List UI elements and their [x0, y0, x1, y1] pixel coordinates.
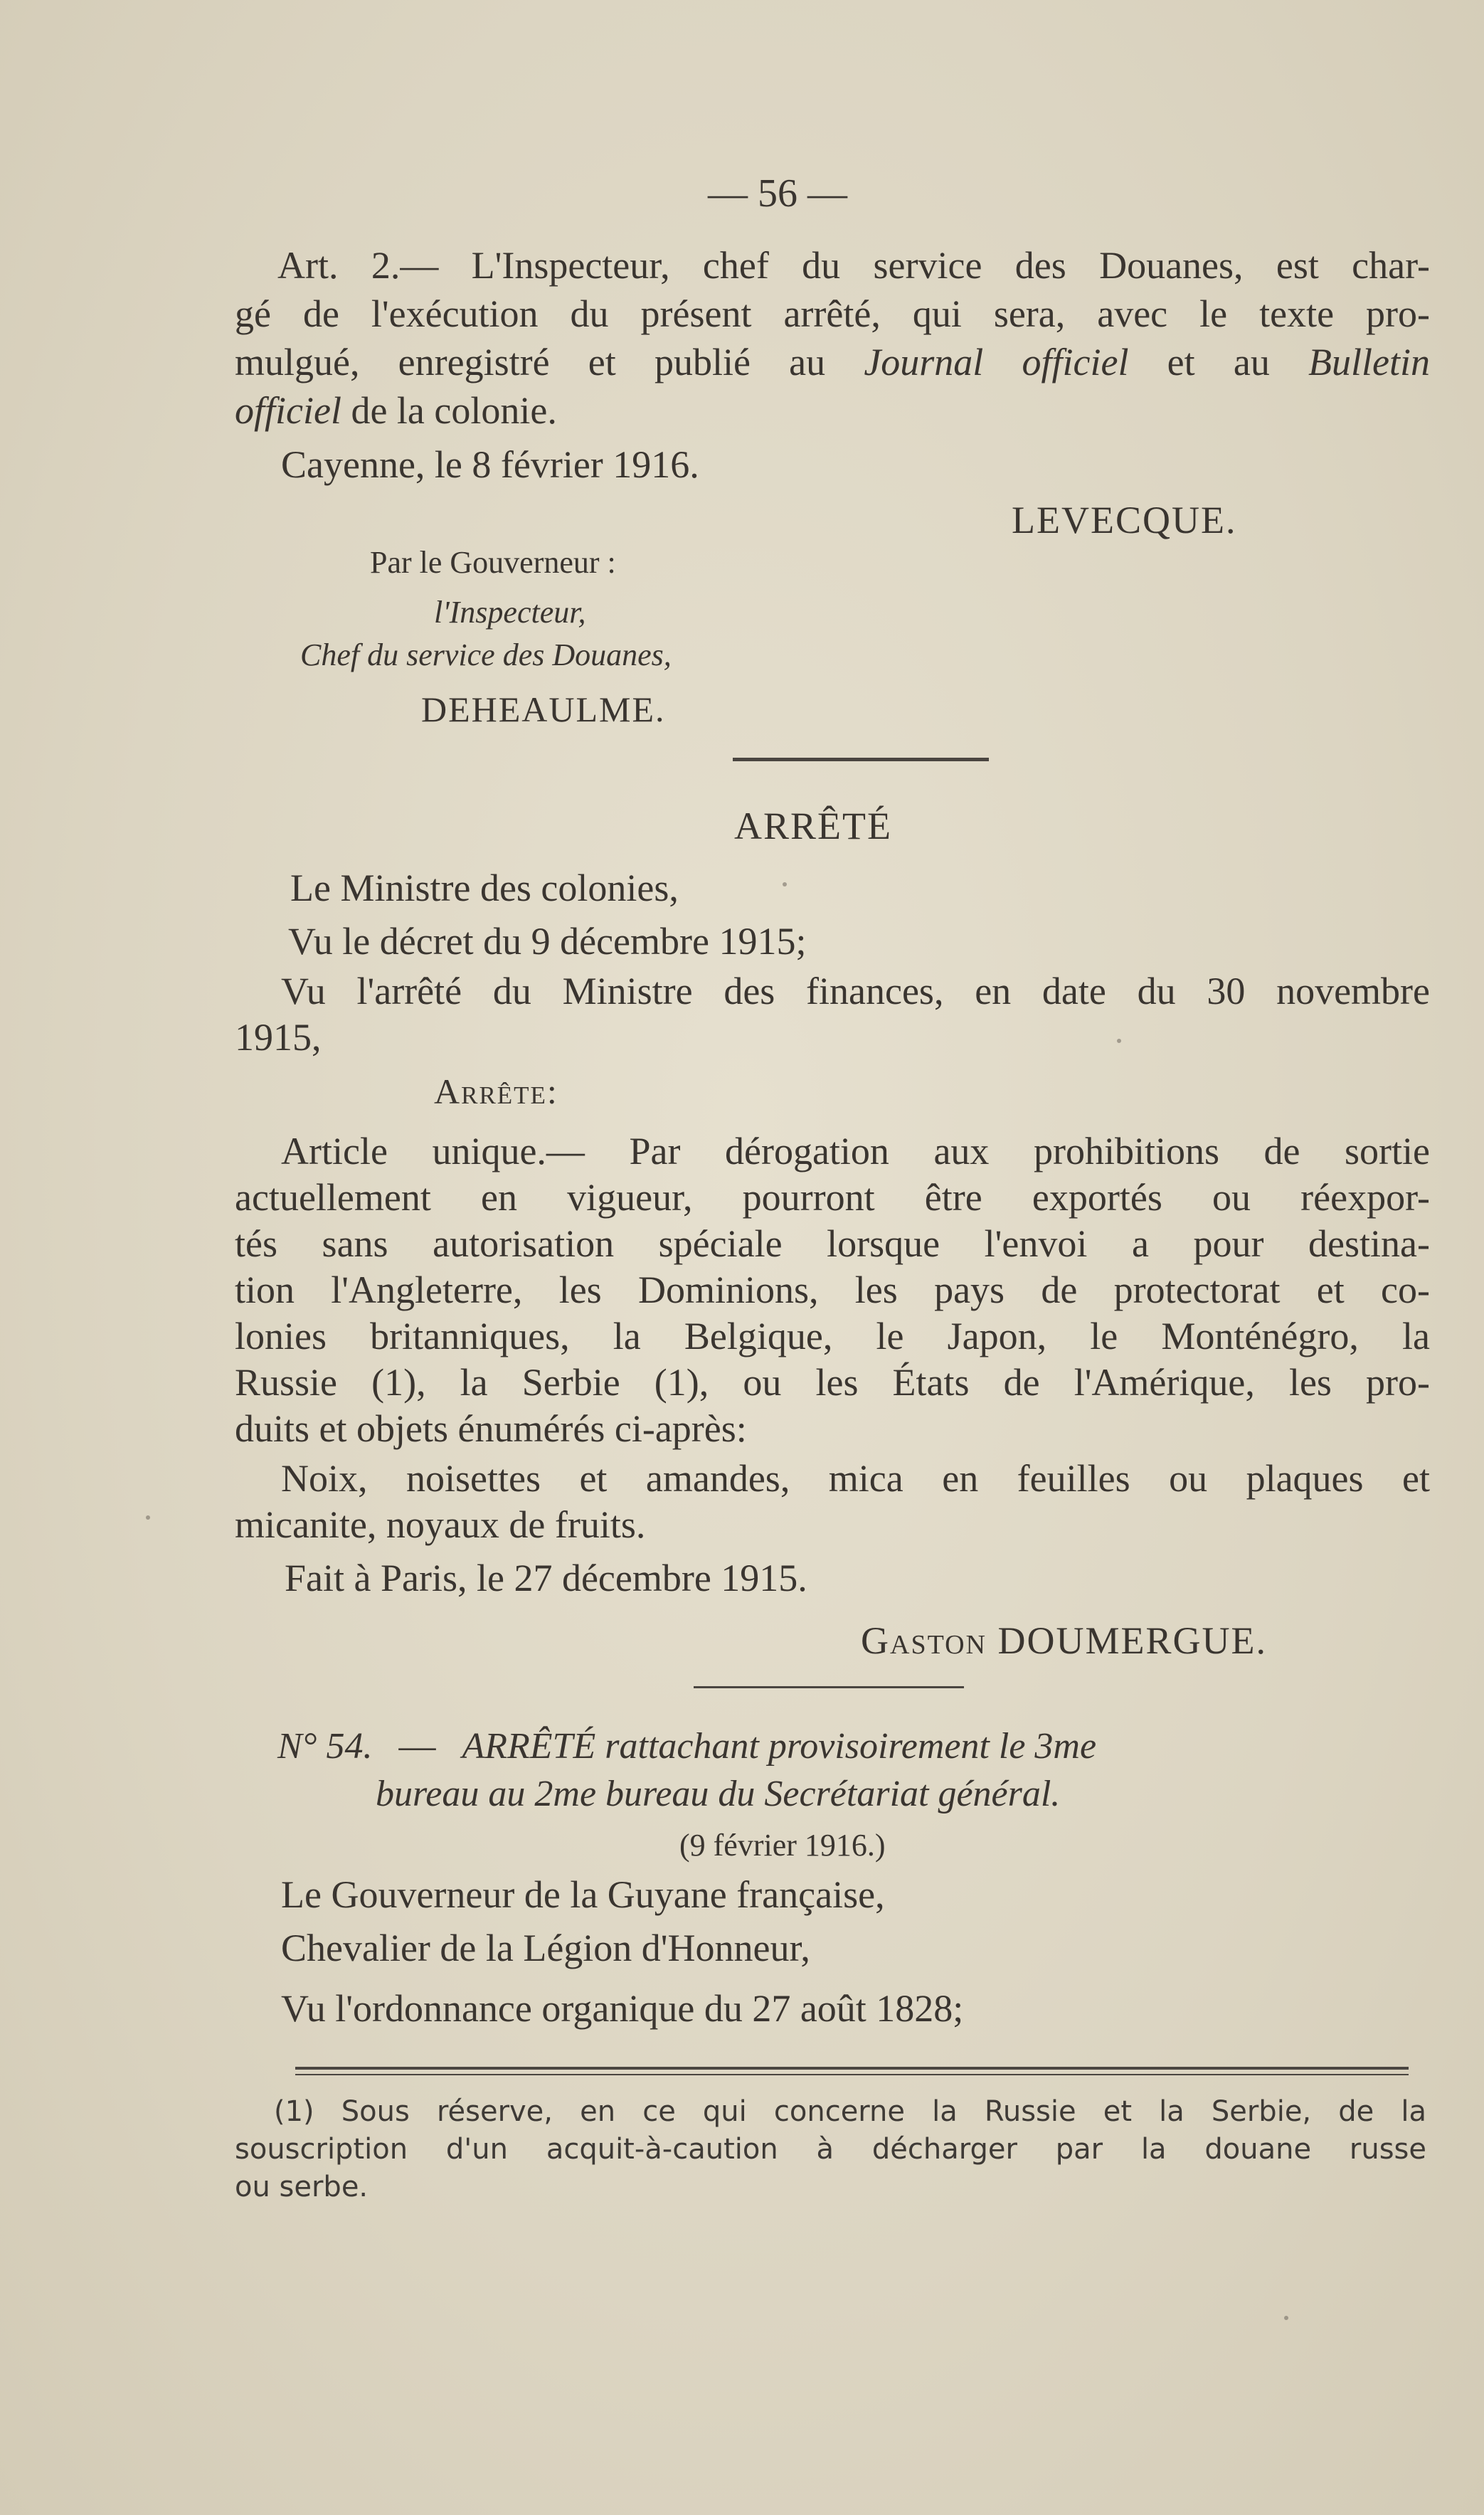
- article-line-5: lonies britanniques, la Belgique, le Japon, le Monténégro, la: [235, 1315, 1430, 1357]
- article-line-6: Russie (1), la Serbie (1), ou les États de l'Amérique, les pro-: [235, 1361, 1430, 1404]
- decret-line: Vu le décret du 9 décembre 1915;: [288, 920, 807, 963]
- art2-line-3-a: mulgué, enregistré et publié au: [235, 341, 864, 383]
- arrete-54-title-1: ARRÊTÉ rattachant provisoirement le 3me: [462, 1726, 1097, 1767]
- arrete-54-date: (9 février 1916.): [679, 1828, 886, 1863]
- noix-line-2: micanite, noyaux de fruits.: [235, 1503, 646, 1546]
- arrete-heading: ARRÊTÉ: [734, 805, 892, 847]
- arrete-54-title-line-2: bureau au 2me bureau du Secrétariat général.: [376, 1774, 1061, 1814]
- ministre-line: Le Ministre des colonies,: [290, 867, 679, 909]
- footnote-rule-2: [295, 2074, 1409, 2075]
- officiel: officiel: [235, 389, 341, 432]
- article-line-3: tés sans autorisation spéciale lorsque l'envoi a pour destina-: [235, 1222, 1430, 1265]
- paper-speck: [1284, 2316, 1288, 2320]
- separator-rule-1: [733, 758, 989, 761]
- footnote-rule: [295, 2067, 1409, 2070]
- art2-line-2: gé de l'exécution du présent arrêté, qui sera, avec le texte pro-: [235, 292, 1430, 335]
- signature-levecque: LEVECQUE.: [1012, 499, 1237, 541]
- arrete-number: N° 54.: [277, 1726, 373, 1767]
- art2-line-3: [235, 339, 1430, 386]
- article-line-1: Article unique.— Par dérogation aux prohibitions de sortie: [281, 1130, 1430, 1172]
- noix-line-1: Noix, noisettes et amandes, mica en feuilles ou plaques et: [281, 1457, 1430, 1500]
- art2-line-4-b: de la colonie.: [341, 389, 557, 432]
- signature-doumergue: Gaston DOUMERGUE.: [861, 1619, 1267, 1662]
- footnote-line-2: souscription d'un acquit-à-caution à décharger par la douane russe: [235, 2133, 1426, 2166]
- par-le-gouverneur: Par le Gouverneur :: [370, 545, 616, 580]
- page-number: — 56 —: [708, 171, 847, 216]
- arrete-54-title-line-1: [277, 1725, 1096, 1767]
- article-line-7: duits et objets énumérés ci-après:: [235, 1407, 747, 1450]
- signature-deheaulme: DEHEAULME.: [421, 689, 666, 729]
- chef-du-service: Chef du service des Douanes,: [300, 637, 672, 672]
- title-dash: —: [398, 1726, 436, 1767]
- art2-line-3-c: et au: [1128, 341, 1309, 383]
- paper-speck: [1117, 1039, 1121, 1043]
- art2-line-1: Art. 2.— L'Inspecteur, chef du service des Douanes, est char-: [277, 244, 1430, 287]
- fait-a-paris: Fait à Paris, le 27 décembre 1915.: [285, 1557, 807, 1599]
- year-1915: 1915,: [235, 1016, 322, 1059]
- arrete-verb: Arrête:: [434, 1071, 558, 1111]
- footnote-line-1: (1) Sous réserve, en ce qui concerne la Russie et la Serbie, de la: [274, 2095, 1426, 2128]
- cayenne-date: Cayenne, le 8 février 1916.: [281, 443, 699, 486]
- art2-line-4: [235, 387, 1430, 434]
- ordonnance-line: Vu l'ordonnance organique du 27 août 1828;: [281, 1987, 964, 2030]
- arrete-finances-line: Vu l'arrêté du Ministre des finances, en date du 30 novembre: [281, 970, 1430, 1012]
- article-line-2: actuellement en vigueur, pourront être exportés ou réexpor-: [235, 1176, 1430, 1219]
- bulletin: Bulletin: [1308, 341, 1430, 383]
- footnote-line-3: ou serbe.: [235, 2171, 369, 2203]
- gouverneur-line: Le Gouverneur de la Guyane française,: [281, 1873, 885, 1916]
- paper-speck: [146, 1515, 150, 1520]
- article-line-4: tion l'Angleterre, les Dominions, les pays de protectorat et co-: [235, 1269, 1430, 1311]
- paper-speck: [783, 882, 787, 886]
- journal-officiel: Journal officiel: [864, 341, 1129, 383]
- chevalier-line: Chevalier de la Légion d'Honneur,: [281, 1927, 810, 1969]
- inspecteur: l'Inspecteur,: [434, 595, 586, 630]
- separator-rule-2: [694, 1686, 964, 1688]
